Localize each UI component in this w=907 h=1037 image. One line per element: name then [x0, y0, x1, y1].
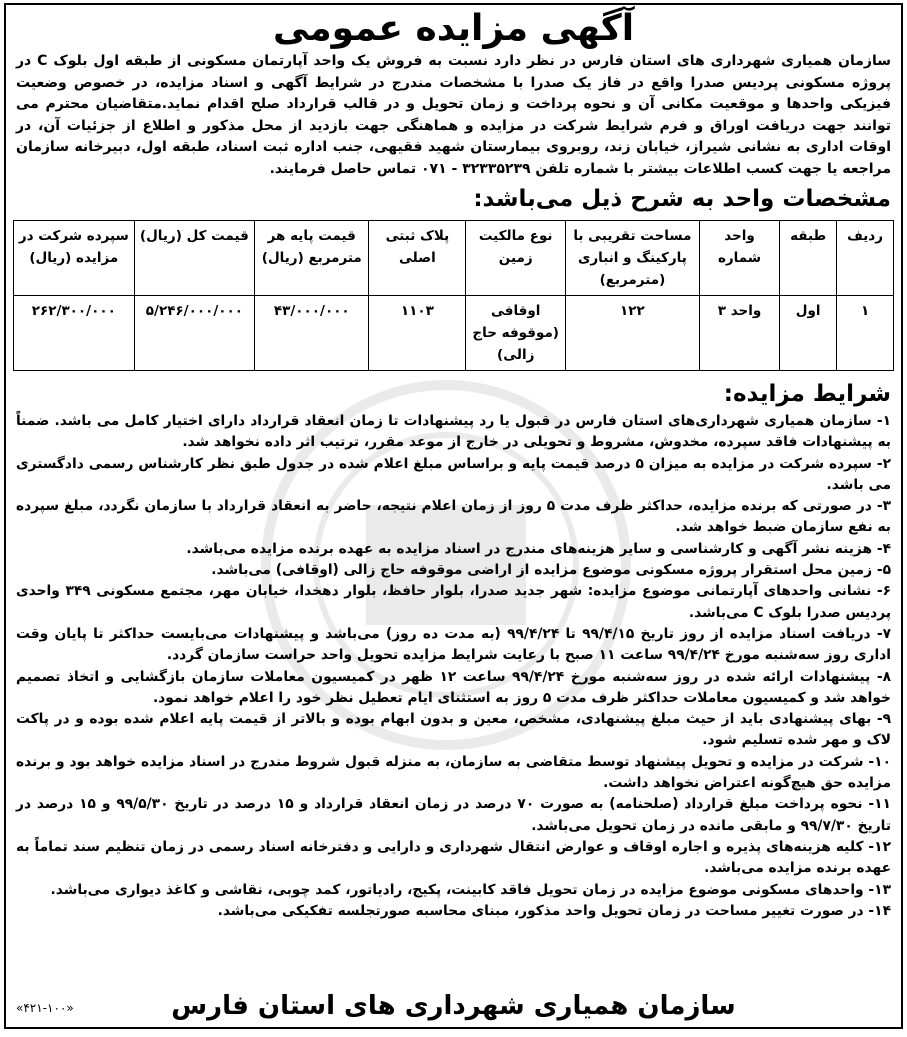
col-header-row-number: ردیف	[837, 221, 894, 296]
conditions-heading: شرایط مزایده:	[723, 381, 891, 407]
condition-item: ۱۱- نحوه پرداخت مبلغ قرارداد (صلحنامه) به صورت ۷۰ درصد در زمان انعقاد قرارداد و ۱۵ درصد در تاریخ ۹۹/۵/۳۰ و ۱۵ درصد در تاریخ ۹۹/۷/۳۰ و مابقی مانده در زمان تحویل می‌باشد.	[16, 796, 891, 834]
condition-item: ۲- سپرده شرکت در مزایده به میزان ۵ درصد قیمت پایه و براساس مبلغ اعلام شده در جدول طبق نظر کارشناس رسمی دادگستری می باشد.	[16, 455, 891, 493]
condition-item: ۹- بهای پیشنهادی باید از حیث مبلغ پیشنهادی، مشخص، معین و بدون ابهام بوده و بالاتر از قیمت پایه اعلام شده بوده و در پاکت لاک و مهر شده تسلیم شود.	[16, 711, 891, 749]
intro-paragraph: سازمان همیاری شهرداری های استان فارس در نظر دارد نسبت به فروش یک واحد آپارتمان مسکونی از طبقه اول بلوک C در پروژه مسکونی پردیس صدرا واقع در فاز یک صدرا با مشخصات مندرج در شرایط آگهی و اسناد مزایده، در خصوص وضعیت فیزیکی واحدها و موقعیت مکانی آن و نحوه پرداخت و زمان تحویل و در قالب قرارداد صلح اقدام نماید.متقاضیان محترم می توانند جهت دریافت اوراق و فرم شرایط شرکت در مزایده و هماهنگی جهت بازدید از محل مذکور و اطلاع از جزئیات آن، در اوقات اداری به نشانی شیراز، خیابان زند، روبروی بیمارستان شهید فقیهی، جنب اداره ثبت اسناد، طبقه اول، دبیرخانه سازمان مراجعه یا جهت کسب اطلاعات بیشتر با شماره تلفن ۳۲۳۳۵۲۳۹ - ۰۷۱ تماس حاصل فرمایند.	[16, 53, 891, 177]
cell-deposit: ۲۶۲/۳۰۰/۰۰۰	[14, 296, 135, 371]
specs-heading: مشخصات واحد به شرح ذیل می‌باشد:	[473, 186, 891, 212]
cell-total-price: ۵/۲۴۶/۰۰۰/۰۰۰	[134, 296, 255, 371]
notice-title: آگهی مزایده عمومی	[272, 8, 635, 49]
condition-item: ۱۳- واحدهای مسکونی موضوع مزایده در زمان تحویل فاقد کابینت، پکیج، رادیاتور، کمد چوبی، نقاشی و کاغذ دیواری می‌باشد.	[50, 881, 891, 898]
col-header-total-price: قیمت کل (ریال)	[134, 221, 255, 296]
conditions-list	[6, 411, 901, 922]
condition-item: ۱۰- شرکت در مزایده و تحویل پیشنهاد توسط متقاضی به سازمان، به منزله قبول شروط مندرج در اسناد مزایده خواهد بود و برنده مزایده حق هیچ‌گونه اعتراض نخواهد داشت.	[16, 753, 891, 792]
footer	[6, 989, 901, 1023]
col-header-registry-plate: پلاک ثبتی اصلی	[369, 221, 466, 296]
condition-item: ۴- هزینه نشر آگهی و کارشناسی و سایر هزینه‌های مندرج در اسناد مزایده به عهده برنده مزایده می‌باشد.	[186, 540, 891, 557]
cell-row-number: ۱	[837, 296, 894, 371]
condition-item: ۶- نشانی واحدهای آپارتمانی موضوع مزایده: شهر جدید صدرا، بلوار حافظ، بلوار دهخدا، خیابان مهر، مجتمع مسکونی ۳۴۹ واحدی پردیس صدرا بلوک C می‌باشد.	[16, 583, 891, 621]
condition-item: ۳- در صورتی که برنده مزایده، حداکثر ظرف مدت ۵ روز از زمان اعلام نتیجه، حاضر به انعقاد قرارداد با سازمان نگردد، مبلغ سپرده به نفع سازمان ضبط خواهد شد.	[16, 498, 891, 536]
condition-item: ۱۴- در صورت تغییر مساحت در زمان تحویل واحد مذکور، مبنای محاسبه صورتجلسه تفکیکی می‌باشد.	[217, 902, 891, 919]
col-header-floor: طبقه	[780, 221, 837, 296]
col-header-unit-number: واحد شماره	[699, 221, 779, 296]
table-header-row	[14, 221, 894, 296]
col-header-land-ownership: نوع مالکیت زمین	[466, 221, 566, 296]
condition-item: ۷- دریافت اسناد مزایده از روز تاریخ ۹۹/۴/۱۵ تا ۹۹/۴/۲۴ (به مدت ده روز) می‌باشد و پیشنهادات می‌بایست حداکثر تا پایان وقت اداری روز سه‌شنبه مورخ ۹۹/۴/۲۴ ساعت ۱۱ صبح با رعایت شرایط مزایده تحویل واحد حراست سازمان گردد.	[16, 625, 891, 664]
cell-area: ۱۲۲	[566, 296, 700, 371]
condition-item: ۱۲- کلیه هزینه‌های پذیره و اجاره اوقاف و عوارض انتقال شهرداری و دارایی و دفترخانه اسناد رسمی در زمان تنظیم سند تماماً به عهده برنده مزایده می‌باشد.	[16, 838, 891, 877]
cell-unit-number: واحد ۳	[699, 296, 779, 371]
cell-registry-plate: ۱۱۰۳	[369, 296, 466, 371]
col-header-deposit: سپرده شرکت در مزایده (ریال)	[14, 221, 135, 296]
footer-code: «۴۲۱-۱۰۰»	[16, 1001, 74, 1015]
cell-floor: اول	[780, 296, 837, 371]
condition-item: ۸- پیشنهادات ارائه شده در روز سه‌شنبه مورخ ۹۹/۴/۲۴ ساعت ۱۲ ظهر در کمیسیون معاملات سازمان بازگشایی و اتخاذ تصمیم خواهد شد و کمیسیون معاملات حداکثر ظرف مدت ۵ روز به استثنای ایام تعطیل نظر خود را اعلام خواهد نمود.	[16, 668, 891, 706]
cell-price-per-sqm: ۴۳/۰۰۰/۰۰۰	[255, 296, 369, 371]
col-header-price-per-sqm: قیمت پایه هر مترمربع (ریال)	[255, 221, 369, 296]
table-row	[14, 296, 894, 371]
unit-specs-table	[13, 220, 894, 371]
condition-item: ۵- زمین محل استقرار پروژه مسکونی موضوع مزایده از اراضی موقوفه حاج زالی (اوقافی) می‌باشد.	[211, 562, 891, 579]
col-header-area: مساحت تقریبی با پارکینگ و انباری (مترمربع)	[566, 221, 700, 296]
notice-page	[4, 3, 903, 1029]
cell-land-ownership: اوقافی (موقوفه حاج زالی)	[466, 296, 566, 371]
condition-item: ۱- سازمان همیاری شهرداری‌های استان فارس در قبول یا رد پیشنهادات تا زمان انعقاد قرارداد دارای اختیار کامل می باشد. ضمناً به پیشنهادات فاقد سپرده، مخدوش، مشروط و تحویلی در خارج از موعد مقرر، ترتیب اثر داده نخواهد شد.	[16, 413, 891, 451]
footer-organization: سازمان همیاری شهرداری های استان فارس	[171, 991, 736, 1021]
